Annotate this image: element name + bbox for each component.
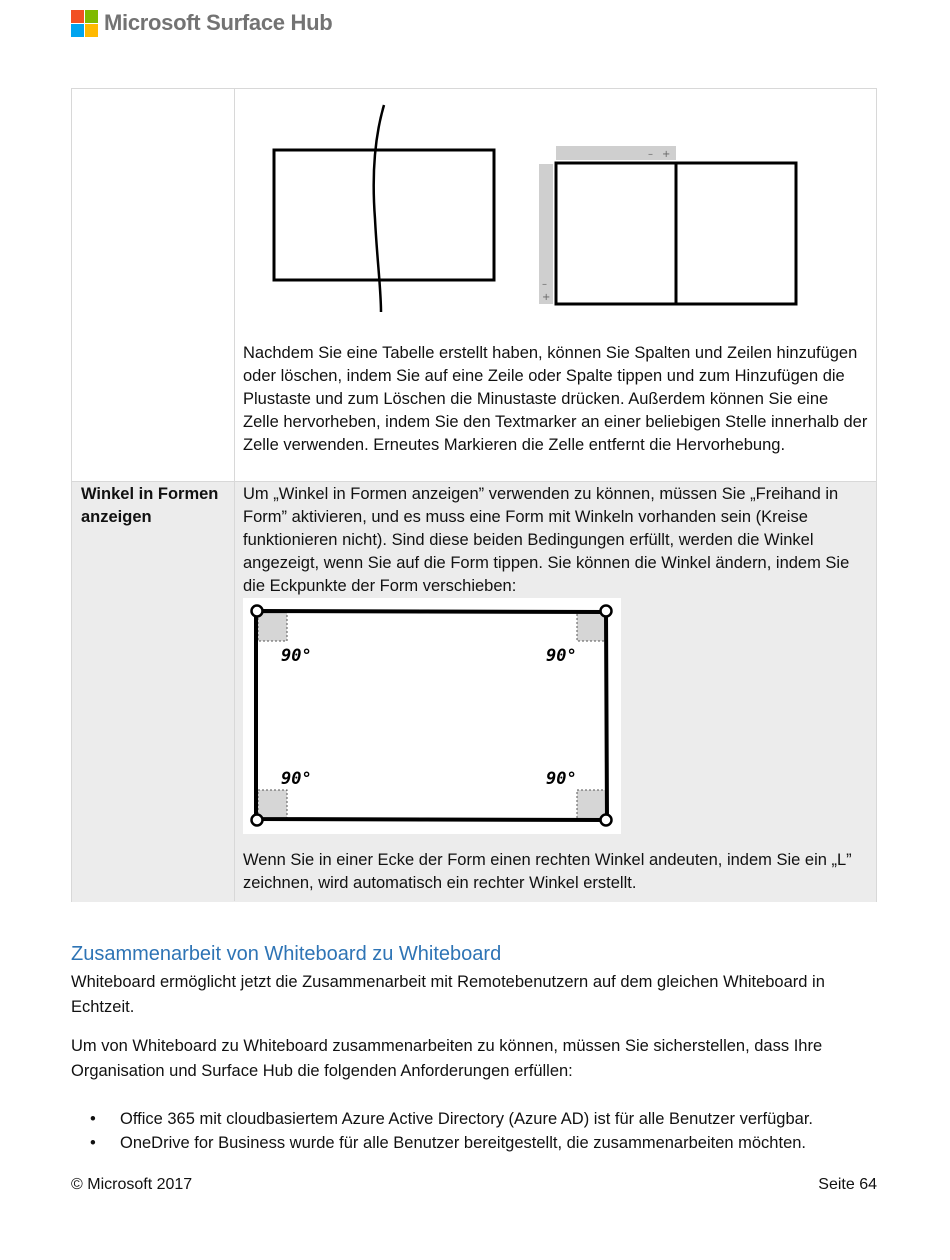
- corner-square-top-left: [258, 612, 287, 641]
- microsoft-logo-icon: [71, 10, 98, 37]
- angle-label-bottom-right: 90°: [546, 769, 577, 789]
- angle-label-top-right: 90°: [546, 646, 577, 666]
- vertex-handle-bottom-right: [601, 815, 612, 826]
- corner-square-top-right: [577, 612, 606, 641]
- vertex-handle-bottom-left: [252, 815, 263, 826]
- list-item-text: OneDrive for Business wurde für alle Benutzer bereitgestellt, die zusammenarbeiten möchten.: [120, 1134, 807, 1152]
- vertex-handle-top-right: [601, 606, 612, 617]
- list-item-text: Office 365 mit cloudbasiertem Azure Active Directory (Azure AD) ist für alle Benutzer verfügbar.: [120, 1110, 813, 1128]
- feature-label: Winkel in Formen anzeigen: [81, 485, 219, 526]
- section-paragraph-1: Whiteboard ermöglicht jetzt die Zusammenarbeit mit Remotebenutzern auf dem gleichen Whiteboard in Echtzeit.: [71, 973, 825, 1016]
- column-divider: [234, 89, 235, 901]
- angle-label-top-left: 90°: [281, 646, 312, 666]
- microsoft-surface-hub-logo: [71, 9, 332, 37]
- footer-copyright: © Microsoft 2017: [71, 1176, 193, 1193]
- angles-illustration: [243, 598, 621, 834]
- list-item: [71, 1107, 877, 1131]
- list-item: [71, 1131, 877, 1155]
- section-paragraph-2: Um von Whiteboard zu Whiteboard zusammenarbeiten zu können, müssen Sie sicherstellen, dass Ihre Organisation und Surface Hub die folgenden Anforderungen erfüllen:: [71, 1037, 823, 1080]
- logo-text: Microsoft Surface Hub: [104, 10, 333, 35]
- feature-table: [71, 88, 877, 902]
- column-controls-bar: [556, 146, 676, 160]
- table-row: [72, 481, 876, 902]
- requirements-list: [71, 1107, 877, 1155]
- angle-label-bottom-left: 90°: [281, 769, 312, 789]
- column-minus-icon: –: [648, 149, 653, 160]
- table-sketch-illustration: [262, 99, 802, 319]
- bullet-icon: •: [90, 1110, 96, 1128]
- row-plus-icon: +: [542, 292, 551, 303]
- bullet-icon: •: [90, 1134, 96, 1152]
- table-row: [72, 89, 876, 481]
- corner-square-bottom-right: [577, 790, 606, 819]
- right-angle-paragraph: Wenn Sie in einer Ecke der Form einen rechten Winkel andeuten, indem Sie ein „L” zeichnen, wird automatisch ein rechter Winkel erstellt.: [243, 851, 852, 892]
- footer-page-number: Seite 64: [818, 1176, 877, 1193]
- angles-description-paragraph: Um „Winkel in Formen anzeigen” verwenden zu können, müssen Sie „Freihand in Form” aktivieren, und es muss eine Form mit Winkeln vorhanden sein (Kreise funktionieren nicht). Sind diese beiden Bedingungen erfüllt, werden die Winkel angezeigt, wenn Sie auf die Form tippen. Sie können die Winkel ändern, indem Sie die Eckpunkte der Form verschieben:: [243, 485, 850, 595]
- row-minus-icon: –: [542, 279, 547, 290]
- section-heading: Zusammenarbeit von Whiteboard zu Whiteboard: [71, 943, 502, 965]
- vertex-handle-top-left: [252, 606, 263, 617]
- freehand-rectangle: [274, 150, 494, 280]
- column-plus-icon: +: [662, 149, 671, 160]
- corner-square-bottom-left: [258, 790, 287, 819]
- table-creation-paragraph: Nachdem Sie eine Tabelle erstellt haben, können Sie Spalten und Zeilen hinzufügen oder löschen, indem Sie auf eine Zeile oder Spalte tippen und zum Hinzufügen die Plustaste und zum Löschen die Minustaste drücken. Außerdem können Sie eine Zelle hervorheben, indem Sie den Textmarker an einer beliebigen Stelle innerhalb der Zelle verwenden. Erneutes Markieren die Zelle entfernt die Hervorhebung.: [243, 344, 868, 454]
